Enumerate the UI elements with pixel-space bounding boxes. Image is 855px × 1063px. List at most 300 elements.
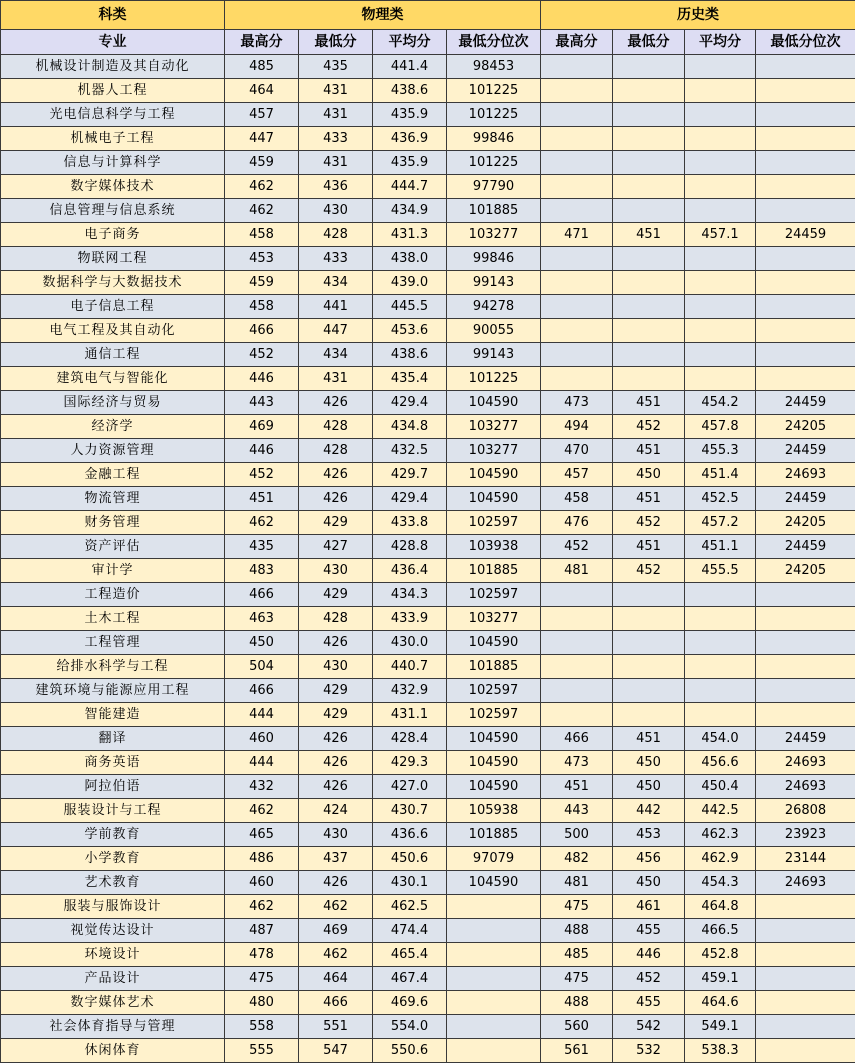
history-min-cell: 532 — [613, 1039, 685, 1063]
physics-max-cell: 462 — [225, 895, 299, 919]
physics-min-cell: 424 — [299, 799, 373, 823]
history-max-cell — [541, 151, 613, 175]
history-avg-cell: 442.5 — [685, 799, 756, 823]
history-rank-cell: 23144 — [756, 847, 855, 871]
table-row — [1, 727, 855, 751]
history-avg-cell — [685, 679, 756, 703]
physics-rank-cell: 102597 — [447, 511, 541, 535]
history-rank-cell — [756, 1015, 855, 1039]
history-min-cell — [613, 199, 685, 223]
history-max-cell — [541, 55, 613, 79]
table-row — [1, 271, 855, 295]
physics-rank-cell: 102597 — [447, 583, 541, 607]
major-name-cell: 信息管理与信息系统 — [1, 199, 225, 223]
history-max-cell: 457 — [541, 463, 613, 487]
table-row — [1, 247, 855, 271]
history-min-cell: 461 — [613, 895, 685, 919]
physics-rank-cell: 97790 — [447, 175, 541, 199]
major-name-cell: 产品设计 — [1, 967, 225, 991]
history-min-cell — [613, 271, 685, 295]
history-min-cell — [613, 247, 685, 271]
history-max-cell: 482 — [541, 847, 613, 871]
major-name-cell: 电气工程及其自动化 — [1, 319, 225, 343]
table-row — [1, 391, 855, 415]
physics-avg-cell: 435.4 — [373, 367, 447, 391]
history-min-cell: 542 — [613, 1015, 685, 1039]
major-name-cell: 艺术教育 — [1, 871, 225, 895]
major-name-cell: 机器人工程 — [1, 79, 225, 103]
physics-min-cell: 428 — [299, 415, 373, 439]
physics-rank-cell — [447, 919, 541, 943]
physics-min-cell: 430 — [299, 655, 373, 679]
physics-max-cell: 457 — [225, 103, 299, 127]
physics-min-cell: 429 — [299, 511, 373, 535]
physics-min-cell: 426 — [299, 727, 373, 751]
physics-max-cell: 460 — [225, 871, 299, 895]
physics-min-cell: 431 — [299, 103, 373, 127]
history-rank-cell — [756, 919, 855, 943]
history-avg-cell: 464.6 — [685, 991, 756, 1015]
physics-min-cell: 441 — [299, 295, 373, 319]
table-row — [1, 655, 855, 679]
physics-max-cell: 462 — [225, 799, 299, 823]
history-rank-cell: 24459 — [756, 487, 855, 511]
history-min-cell: 452 — [613, 559, 685, 583]
physics-min-cell: 547 — [299, 1039, 373, 1063]
history-avg-cell: 454.2 — [685, 391, 756, 415]
table-row — [1, 175, 855, 199]
history-min-cell: 452 — [613, 967, 685, 991]
physics-rank-cell: 105938 — [447, 799, 541, 823]
history-avg-cell — [685, 175, 756, 199]
history-max-cell: 475 — [541, 895, 613, 919]
physics-max-cell: 466 — [225, 319, 299, 343]
physics-rank-cell: 104590 — [447, 727, 541, 751]
physics-avg-cell: 554.0 — [373, 1015, 447, 1039]
history-avg-cell: 462.9 — [685, 847, 756, 871]
history-avg-cell: 452.8 — [685, 943, 756, 967]
physics-avg-cell: 429.4 — [373, 391, 447, 415]
table-row — [1, 991, 855, 1015]
history-min-cell — [613, 295, 685, 319]
history-min-cell: 452 — [613, 511, 685, 535]
physics-avg-cell: 433.9 — [373, 607, 447, 631]
physics-rank-cell — [447, 1015, 541, 1039]
major-name-cell: 信息与计算科学 — [1, 151, 225, 175]
history-rank-cell — [756, 127, 855, 151]
table-row — [1, 439, 855, 463]
physics-avg-cell: 434.9 — [373, 199, 447, 223]
physics-max-cell: 462 — [225, 511, 299, 535]
physics-avg-cell: 439.0 — [373, 271, 447, 295]
physics-rank-cell: 90055 — [447, 319, 541, 343]
history-min-cell — [613, 679, 685, 703]
history-avg-cell: 538.3 — [685, 1039, 756, 1063]
physics-avg-cell: 431.1 — [373, 703, 447, 727]
major-name-cell: 环境设计 — [1, 943, 225, 967]
history-max-cell: 466 — [541, 727, 613, 751]
physics-max-cell: 487 — [225, 919, 299, 943]
physics-rank-cell: 99143 — [447, 343, 541, 367]
physics-min-cell: 462 — [299, 943, 373, 967]
table-row — [1, 199, 855, 223]
major-name-cell: 建筑电气与智能化 — [1, 367, 225, 391]
physics-min-cell: 431 — [299, 367, 373, 391]
history-max-cell: 475 — [541, 967, 613, 991]
history-min-cell — [613, 319, 685, 343]
physics-avg-cell: 462.5 — [373, 895, 447, 919]
physics-avg-cell: 435.9 — [373, 103, 447, 127]
major-name-cell: 光电信息科学与工程 — [1, 103, 225, 127]
physics-avg-cell: 428.8 — [373, 535, 447, 559]
major-name-cell: 通信工程 — [1, 343, 225, 367]
history-rank-cell — [756, 55, 855, 79]
major-name-cell: 资产评估 — [1, 535, 225, 559]
table-row — [1, 319, 855, 343]
table-row — [1, 79, 855, 103]
history-rank-cell — [756, 631, 855, 655]
physics-min-cell: 426 — [299, 487, 373, 511]
table-row — [1, 919, 855, 943]
physics-min-cell: 426 — [299, 871, 373, 895]
physics-rank-cell: 103277 — [447, 439, 541, 463]
physics-rank-cell: 104590 — [447, 751, 541, 775]
major-name-cell: 审计学 — [1, 559, 225, 583]
physics-avg-cell: 438.6 — [373, 343, 447, 367]
history-rank-cell: 24205 — [756, 511, 855, 535]
history-max-cell — [541, 79, 613, 103]
history-min-cell: 453 — [613, 823, 685, 847]
history-max-cell: 452 — [541, 535, 613, 559]
history-avg-cell: 451.4 — [685, 463, 756, 487]
table-row — [1, 751, 855, 775]
table-row — [1, 895, 855, 919]
table-row — [1, 103, 855, 127]
history-avg-cell: 452.5 — [685, 487, 756, 511]
physics-rank-cell — [447, 991, 541, 1015]
physics-rank-header: 最低分位次 — [447, 30, 541, 55]
major-header: 专业 — [1, 30, 225, 55]
physics-rank-cell — [447, 895, 541, 919]
physics-max-cell: 465 — [225, 823, 299, 847]
history-rank-cell: 24459 — [756, 439, 855, 463]
history-avg-cell — [685, 151, 756, 175]
physics-min-header: 最低分 — [299, 30, 373, 55]
history-avg-cell — [685, 199, 756, 223]
history-max-cell — [541, 175, 613, 199]
history-avg-cell — [685, 103, 756, 127]
table-row — [1, 631, 855, 655]
history-rank-cell — [756, 175, 855, 199]
physics-max-cell: 447 — [225, 127, 299, 151]
history-min-cell — [613, 655, 685, 679]
history-max-cell — [541, 343, 613, 367]
physics-max-cell: 464 — [225, 79, 299, 103]
history-min-cell — [613, 151, 685, 175]
table-row — [1, 535, 855, 559]
history-rank-cell: 24459 — [756, 391, 855, 415]
history-rank-cell — [756, 967, 855, 991]
history-avg-cell: 451.1 — [685, 535, 756, 559]
physics-min-cell: 434 — [299, 343, 373, 367]
physics-avg-cell: 441.4 — [373, 55, 447, 79]
major-name-cell: 国际经济与贸易 — [1, 391, 225, 415]
history-rank-cell: 26808 — [756, 799, 855, 823]
physics-min-cell: 431 — [299, 79, 373, 103]
history-rank-cell — [756, 895, 855, 919]
history-rank-cell — [756, 991, 855, 1015]
history-max-cell: 488 — [541, 919, 613, 943]
category-header: 科类 — [1, 1, 225, 30]
history-avg-cell — [685, 703, 756, 727]
table-row — [1, 1015, 855, 1039]
physics-min-cell: 426 — [299, 775, 373, 799]
major-name-cell: 视觉传达设计 — [1, 919, 225, 943]
history-rank-cell — [756, 271, 855, 295]
physics-rank-cell: 97079 — [447, 847, 541, 871]
history-avg-cell: 455.5 — [685, 559, 756, 583]
physics-max-cell: 432 — [225, 775, 299, 799]
history-max-cell: 470 — [541, 439, 613, 463]
history-rank-cell — [756, 199, 855, 223]
table-row — [1, 1039, 855, 1063]
physics-rank-cell: 101885 — [447, 199, 541, 223]
history-max-cell: 488 — [541, 991, 613, 1015]
physics-avg-cell: 432.5 — [373, 439, 447, 463]
physics-rank-cell — [447, 1039, 541, 1063]
history-max-cell — [541, 247, 613, 271]
history-rank-cell: 24459 — [756, 727, 855, 751]
history-max-cell: 458 — [541, 487, 613, 511]
physics-min-cell: 430 — [299, 199, 373, 223]
history-min-cell — [613, 79, 685, 103]
physics-min-cell: 431 — [299, 151, 373, 175]
table-row — [1, 487, 855, 511]
physics-max-cell: 463 — [225, 607, 299, 631]
physics-max-cell: 435 — [225, 535, 299, 559]
history-avg-cell — [685, 631, 756, 655]
history-avg-cell — [685, 343, 756, 367]
physics-min-cell: 430 — [299, 559, 373, 583]
physics-avg-cell: 444.7 — [373, 175, 447, 199]
physics-max-cell: 475 — [225, 967, 299, 991]
history-min-cell: 451 — [613, 727, 685, 751]
history-avg-cell: 455.3 — [685, 439, 756, 463]
physics-rank-cell: 103277 — [447, 415, 541, 439]
history-max-cell — [541, 607, 613, 631]
history-rank-header: 最低分位次 — [756, 30, 855, 55]
physics-avg-cell: 450.6 — [373, 847, 447, 871]
history-max-cell: 494 — [541, 415, 613, 439]
table-row — [1, 295, 855, 319]
major-name-cell: 数字媒体技术 — [1, 175, 225, 199]
physics-rank-cell: 104590 — [447, 871, 541, 895]
history-max-cell: 471 — [541, 223, 613, 247]
history-min-cell: 446 — [613, 943, 685, 967]
major-name-cell: 电子信息工程 — [1, 295, 225, 319]
physics-max-cell: 466 — [225, 583, 299, 607]
history-rank-cell — [756, 1039, 855, 1063]
major-name-cell: 财务管理 — [1, 511, 225, 535]
physics-avg-cell: 550.6 — [373, 1039, 447, 1063]
history-min-cell: 450 — [613, 463, 685, 487]
history-rank-cell — [756, 607, 855, 631]
table-row — [1, 559, 855, 583]
physics-rank-cell — [447, 943, 541, 967]
physics-min-cell: 426 — [299, 751, 373, 775]
physics-min-cell: 437 — [299, 847, 373, 871]
physics-rank-cell: 101225 — [447, 367, 541, 391]
physics-avg-cell: 467.4 — [373, 967, 447, 991]
physics-rank-cell: 101885 — [447, 823, 541, 847]
table-body — [1, 55, 855, 1063]
history-max-cell — [541, 367, 613, 391]
history-max-header: 最高分 — [541, 30, 613, 55]
major-name-cell: 物联网工程 — [1, 247, 225, 271]
history-min-cell — [613, 703, 685, 727]
physics-min-cell: 469 — [299, 919, 373, 943]
table-row — [1, 607, 855, 631]
history-max-cell: 476 — [541, 511, 613, 535]
history-avg-cell: 457.8 — [685, 415, 756, 439]
history-min-cell: 451 — [613, 487, 685, 511]
physics-max-cell: 462 — [225, 199, 299, 223]
table-row — [1, 343, 855, 367]
major-name-cell: 小学教育 — [1, 847, 225, 871]
history-avg-cell — [685, 607, 756, 631]
history-avg-cell — [685, 271, 756, 295]
history-avg-cell — [685, 655, 756, 679]
table-row — [1, 463, 855, 487]
history-avg-cell: 454.0 — [685, 727, 756, 751]
physics-rank-cell: 104590 — [447, 391, 541, 415]
physics-avg-cell: 433.8 — [373, 511, 447, 535]
physics-rank-cell: 99143 — [447, 271, 541, 295]
history-max-cell: 500 — [541, 823, 613, 847]
history-max-cell — [541, 295, 613, 319]
history-min-cell: 451 — [613, 535, 685, 559]
history-rank-cell — [756, 295, 855, 319]
history-min-cell — [613, 583, 685, 607]
physics-avg-cell: 429.7 — [373, 463, 447, 487]
physics-avg-cell: 436.9 — [373, 127, 447, 151]
major-name-cell: 人力资源管理 — [1, 439, 225, 463]
history-rank-cell: 24205 — [756, 559, 855, 583]
history-min-cell: 455 — [613, 991, 685, 1015]
history-rank-cell: 24205 — [756, 415, 855, 439]
history-rank-cell: 24693 — [756, 751, 855, 775]
history-max-cell — [541, 703, 613, 727]
physics-min-cell: 434 — [299, 271, 373, 295]
history-min-cell: 450 — [613, 871, 685, 895]
major-name-cell: 给排水科学与工程 — [1, 655, 225, 679]
physics-rank-cell: 103938 — [447, 535, 541, 559]
table-row — [1, 511, 855, 535]
major-name-cell: 经济学 — [1, 415, 225, 439]
history-min-cell: 442 — [613, 799, 685, 823]
history-avg-cell: 466.5 — [685, 919, 756, 943]
physics-min-cell: 430 — [299, 823, 373, 847]
history-rank-cell — [756, 583, 855, 607]
history-min-cell: 450 — [613, 751, 685, 775]
history-avg-cell: 450.4 — [685, 775, 756, 799]
physics-max-cell: 504 — [225, 655, 299, 679]
physics-rank-cell: 98453 — [447, 55, 541, 79]
physics-rank-cell: 101225 — [447, 103, 541, 127]
physics-min-cell: 447 — [299, 319, 373, 343]
major-name-cell: 土木工程 — [1, 607, 225, 631]
history-rank-cell — [756, 247, 855, 271]
physics-avg-cell: 432.9 — [373, 679, 447, 703]
history-max-cell: 473 — [541, 751, 613, 775]
physics-max-cell: 443 — [225, 391, 299, 415]
physics-max-cell: 444 — [225, 751, 299, 775]
table-row — [1, 943, 855, 967]
history-avg-cell: 549.1 — [685, 1015, 756, 1039]
history-rank-cell: 24459 — [756, 535, 855, 559]
physics-max-cell: 460 — [225, 727, 299, 751]
physics-max-cell: 453 — [225, 247, 299, 271]
history-rank-cell: 23923 — [756, 823, 855, 847]
physics-rank-cell: 99846 — [447, 127, 541, 151]
history-min-cell — [613, 343, 685, 367]
physics-max-cell: 558 — [225, 1015, 299, 1039]
physics-max-cell: 462 — [225, 175, 299, 199]
physics-min-cell: 433 — [299, 247, 373, 271]
history-avg-cell — [685, 79, 756, 103]
header-row-category — [1, 1, 855, 30]
history-avg-header: 平均分 — [685, 30, 756, 55]
physics-avg-cell: 427.0 — [373, 775, 447, 799]
physics-group-header: 物理类 — [225, 1, 541, 30]
history-group-header: 历史类 — [541, 1, 855, 30]
physics-rank-cell: 101225 — [447, 151, 541, 175]
major-name-cell: 学前教育 — [1, 823, 225, 847]
physics-max-cell: 485 — [225, 55, 299, 79]
physics-avg-cell: 434.8 — [373, 415, 447, 439]
physics-rank-cell: 104590 — [447, 463, 541, 487]
table-row — [1, 583, 855, 607]
history-avg-cell — [685, 55, 756, 79]
major-name-cell: 社会体育指导与管理 — [1, 1015, 225, 1039]
major-name-cell: 建筑环境与能源应用工程 — [1, 679, 225, 703]
physics-max-cell: 469 — [225, 415, 299, 439]
history-max-cell: 560 — [541, 1015, 613, 1039]
history-rank-cell — [756, 703, 855, 727]
table-row — [1, 367, 855, 391]
history-rank-cell — [756, 655, 855, 679]
table-row — [1, 679, 855, 703]
physics-min-cell: 426 — [299, 631, 373, 655]
history-rank-cell — [756, 367, 855, 391]
physics-avg-cell: 438.6 — [373, 79, 447, 103]
physics-max-cell: 446 — [225, 367, 299, 391]
physics-avg-cell: 438.0 — [373, 247, 447, 271]
major-name-cell: 阿拉伯语 — [1, 775, 225, 799]
history-max-cell — [541, 271, 613, 295]
physics-rank-cell: 102597 — [447, 679, 541, 703]
major-name-cell: 金融工程 — [1, 463, 225, 487]
table-row — [1, 703, 855, 727]
physics-avg-cell: 440.7 — [373, 655, 447, 679]
history-avg-cell: 462.3 — [685, 823, 756, 847]
major-name-cell: 机械电子工程 — [1, 127, 225, 151]
major-name-cell: 物流管理 — [1, 487, 225, 511]
history-max-cell — [541, 583, 613, 607]
physics-rank-cell: 104590 — [447, 487, 541, 511]
table-row — [1, 775, 855, 799]
history-min-cell: 451 — [613, 439, 685, 463]
